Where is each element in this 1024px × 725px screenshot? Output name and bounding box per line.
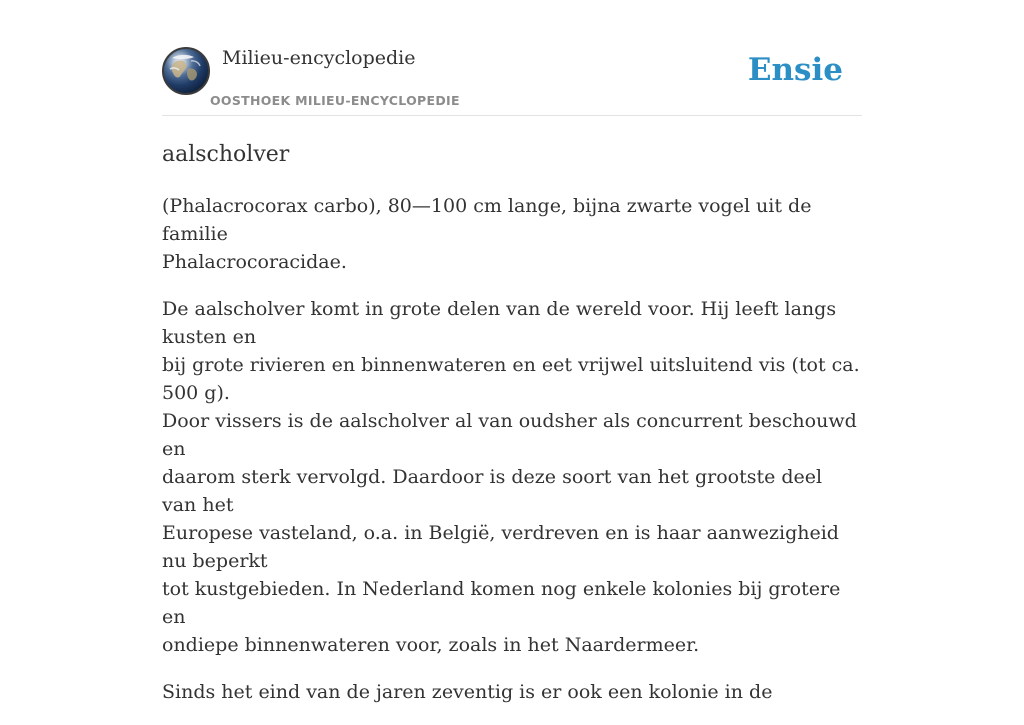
article-title: aalscholver <box>162 142 290 167</box>
site-name[interactable]: Milieu-encyclopedie <box>222 47 416 69</box>
article-paragraph: Sinds het eind van de jaren zeventig is er ook een kolonie in de <box>162 681 773 703</box>
article-paragraph: De aalscholver komt in grote delen van de wereld voor. Hij leeft langs kusten en bij grote rivieren en binnenwateren en eet vrijwel uitsluitend vis (tot ca. 500 g). Door vissers is de aalscholver al van oudsher als concurrent beschouwd en daarom sterk vervolgd. Daardoor is deze soort van het grootste deel van het Europese vasteland, o.a. in België, verdreven en is haar aanwezigheid nu beperkt tot kustgebieden. In Nederland komen nog enkele kolonies bij grotere en ondiepe binnenwateren voor, zoals in het Naardermeer. <box>162 298 860 656</box>
article-paragraph: (Phalacrocorax carbo), 80—100 cm lange, bijna zwarte vogel uit de familie Phalacrocoracidae. <box>162 195 812 273</box>
content-container <box>162 0 862 703</box>
site-subtitle[interactable]: OOSTHOEK MILIEU-ENCYCLOPEDIE <box>210 93 460 108</box>
brand-logo-ensie[interactable]: Ensie <box>747 52 843 88</box>
site-header <box>162 0 862 116</box>
earth-globe-icon[interactable] <box>162 47 210 95</box>
article-body <box>162 192 862 725</box>
